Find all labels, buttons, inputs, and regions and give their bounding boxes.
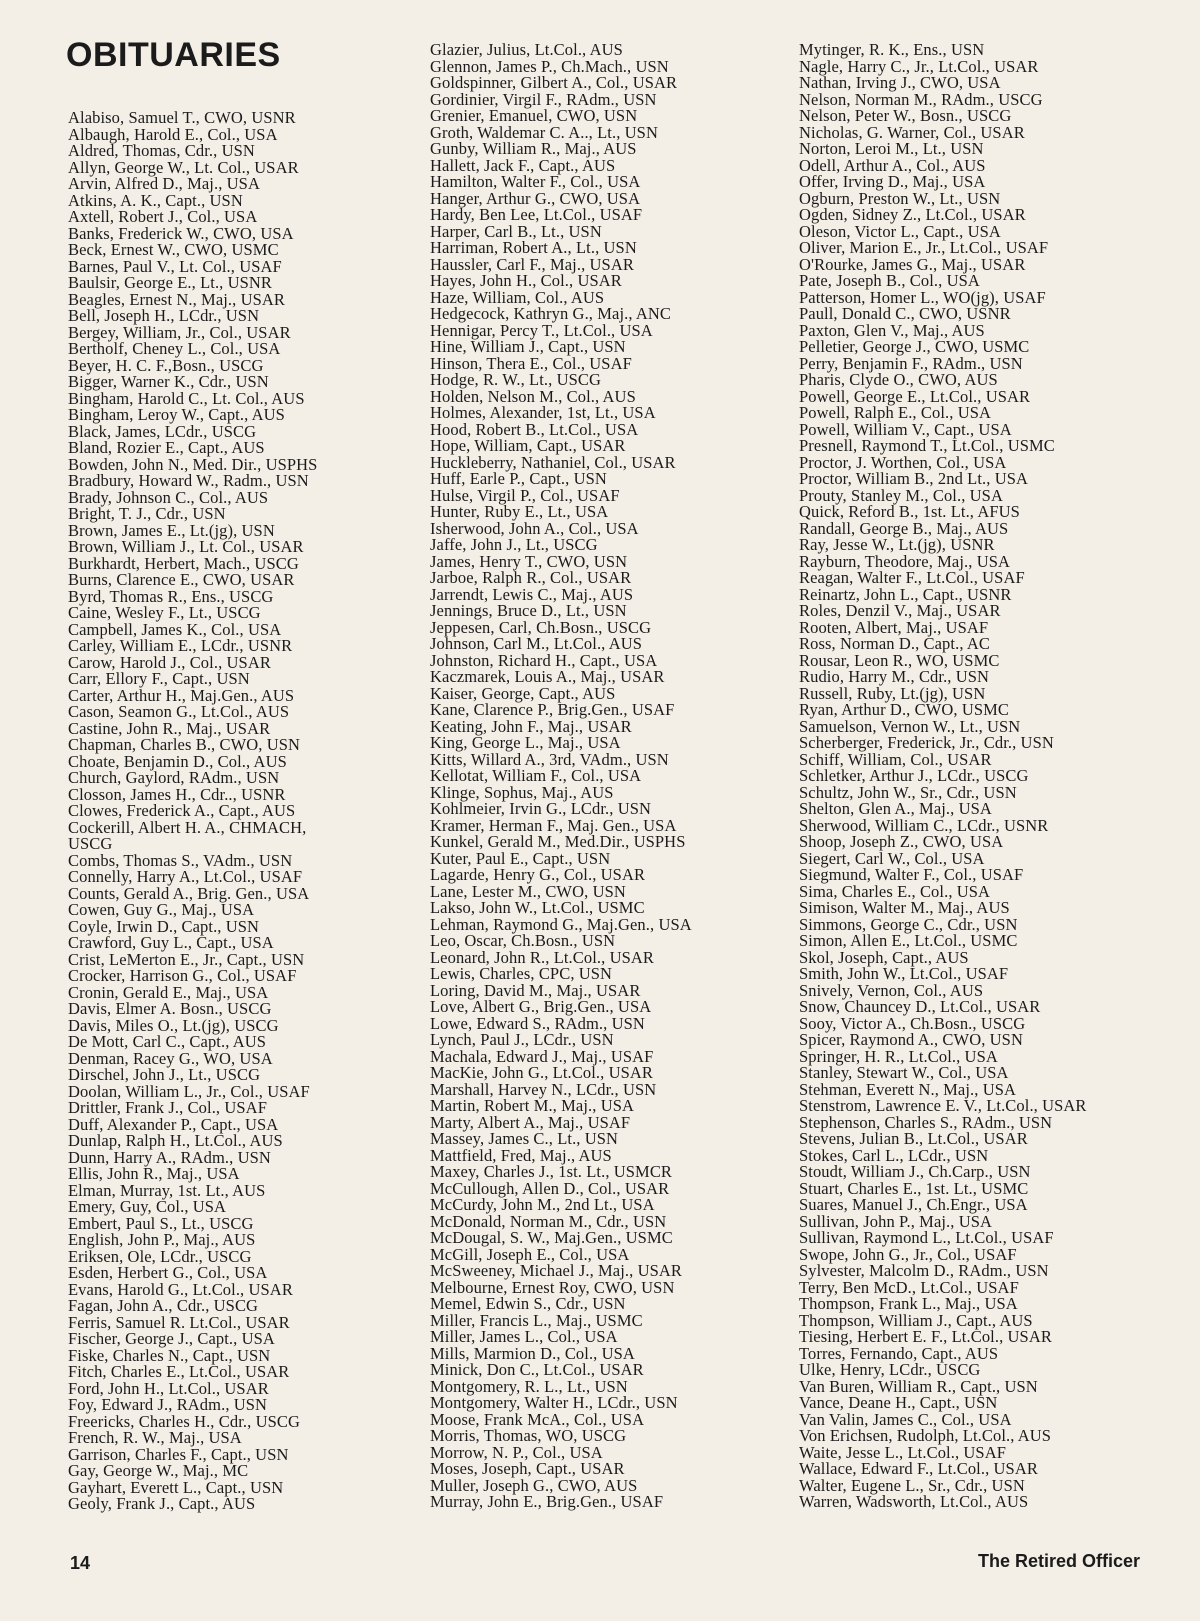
obituary-entry: Fagan, John A., Cdr., USCG	[68, 1296, 259, 1315]
obituary-entry: Powell, George E., Lt.Col., USAR	[799, 386, 1031, 406]
obituary-entry: O'Rourke, James G., Maj., USAR	[799, 254, 1026, 274]
obituary-entry: Ford, John H., Lt.Col., USAR	[68, 1378, 269, 1398]
obituary-entry: Grenier, Emanuel, CWO, USN	[430, 106, 638, 125]
obituary-entry: Patterson, Homer L., WO(jg), USAF	[799, 287, 1046, 307]
obituary-entry: Miller, Francis L., Maj., USMC	[430, 1310, 643, 1330]
obituary-entry: King, George L., Maj., USA	[430, 733, 621, 752]
obituary-entry: Mills, Marmion D., Col., USA	[430, 1343, 635, 1363]
obituary-entry: Beagles, Ernest N., Maj., USAR	[68, 289, 286, 309]
obituary-entry: Bowden, John N., Med. Dir., USPHS	[68, 454, 318, 474]
obituary-entry: Lewis, Charles, CPC, USN	[430, 964, 613, 983]
obituary-entry: Pelletier, George J., CWO, USMC	[799, 337, 1030, 356]
obituary-entry: Cronin, Gerald E., Maj., USA	[68, 982, 269, 1002]
obituary-entry: Nagle, Harry C., Jr., Lt.Col., USAR	[799, 56, 1039, 76]
obituary-entry: Norton, Leroi M., Lt., USN	[799, 139, 984, 158]
obituary-entry: Swope, John G., Jr., Col., USAF	[799, 1244, 1017, 1264]
obituary-entry: Ogburn, Preston W., Lt., USN	[799, 188, 1001, 208]
obituary-entry: Rayburn, Theodore, Maj., USA	[799, 551, 1011, 571]
obituary-entry: Bradbury, Howard W., Radm., USN	[68, 471, 309, 490]
obituary-entry: Samuelson, Vernon W., Lt., USN	[799, 716, 1021, 736]
obituary-entry: Hood, Robert B., Lt.Col., USA	[430, 419, 639, 439]
obituary-entry: Stoudt, William J., Ch.Carp., USN	[799, 1162, 1031, 1181]
obituary-entry: Hulse, Virgil P., Col., USAF	[430, 485, 620, 505]
obituary-entry: Banks, Frederick W., CWO, USA	[68, 223, 294, 243]
obituary-column-1	[68, 110, 317, 1513]
obituary-entry: Carr, Ellory F., Capt., USN	[68, 669, 250, 688]
obituary-entry: Burns, Clarence E., CWO, USAR	[68, 570, 295, 589]
obituary-entry: Sullivan, John P., Maj., USA	[799, 1211, 993, 1231]
obituary-entry: Reagan, Walter F., Lt.Col., USAF	[799, 568, 1025, 587]
obituary-entry: Hope, William, Capt., USAR	[430, 436, 626, 455]
obituary-entry: Jarrendt, Lewis C., Maj., AUS	[430, 584, 634, 604]
obituary-entry: Bingham, Harold C., Lt. Col., AUS	[68, 388, 305, 408]
obituary-entry: Smith, John W., Lt.Col., USAF	[799, 964, 1009, 983]
obituary-entry: Beyer, H. C. F.,Bosn., USCG	[68, 355, 264, 375]
obituary-entry: Haussler, Carl F., Maj., USAR	[430, 254, 634, 274]
obituary-entry: Stokes, Carl L., LCdr., USN	[799, 1145, 989, 1165]
obituary-entry: McDougal, S. W., Maj.Gen., USMC	[430, 1228, 673, 1247]
obituary-entry: Minick, Don C., Lt.Col., USAR	[430, 1360, 644, 1379]
obituary-entry: Coyle, Irwin D., Capt., USN	[68, 916, 260, 936]
obituary-entry: Kunkel, Gerald M., Med.Dir., USPHS	[430, 832, 686, 851]
obituary-entry: Bertholf, Cheney L., Col., USA	[68, 339, 281, 358]
obituary-entry: Siegmund, Walter F., Col., USAF	[799, 865, 1024, 884]
obituary-entry: Closson, James H., Cdr.., USNR	[68, 784, 286, 804]
obituary-column-2	[430, 42, 692, 1511]
obituary-entry: Campbell, James K., Col., USA	[68, 619, 282, 639]
obituary-entry: Ulke, Henry, LCdr., USCG	[799, 1360, 981, 1379]
obituary-entry: Freericks, Charles H., Cdr., USCG	[68, 1411, 300, 1431]
obituary-entry: Hennigar, Percy T., Lt.Col., USA	[430, 320, 653, 340]
obituary-entry: Dunlap, Ralph H., Lt.Col., AUS	[68, 1131, 283, 1150]
obituary-entry: Bright, T. J., Cdr., USN	[68, 504, 226, 523]
obituary-entry: Ross, Norman D., Capt., AC	[799, 634, 990, 653]
obituary-entry: Mattfield, Fred, Maj., AUS	[430, 1145, 612, 1165]
obituary-entry: Holden, Nelson M., Col., AUS	[430, 386, 636, 406]
obituary-entry: Paull, Donald C., CWO, USNR	[799, 304, 1011, 323]
obituary-entry: Love, Albert G., Brig.Gen., USA	[430, 997, 652, 1016]
obituary-entry: Massey, James C., Lt., USN	[430, 1129, 619, 1148]
obituary-entry: Stevens, Julian B., Lt.Col., USAR	[799, 1129, 1028, 1148]
obituary-entry: Oliver, Marion E., Jr., Lt.Col., USAF	[799, 238, 1049, 257]
obituary-entry: Kaczmarek, Louis A., Maj., USAR	[430, 667, 665, 686]
obituary-entry: Alabiso, Samuel T., CWO, USNR	[68, 108, 296, 127]
obituary-entry: Allyn, George W., Lt. Col., USAR	[68, 157, 299, 177]
obituary-entry: Scherberger, Frederick, Jr., Cdr., USN	[799, 733, 1054, 752]
obituary-entry: Ellis, John R., Maj., USA	[68, 1164, 240, 1183]
obituary-entry: Suares, Manuel J., Ch.Engr., USA	[799, 1195, 1028, 1214]
obituary-entry: Powell, William V., Capt., USA	[799, 419, 1012, 439]
obituary-entry: Barnes, Paul V., Lt. Col., USAF	[68, 256, 282, 276]
obituary-entry: Rudio, Harry M., Cdr., USN	[799, 667, 990, 686]
obituary-entry: Emery, Guy, Col., USA	[68, 1197, 227, 1216]
obituary-entry: Martin, Robert M., Maj., USA	[430, 1096, 634, 1115]
obituary-entry: Choate, Benjamin D., Col., AUS	[68, 751, 287, 771]
obituary-entry: Hunter, Ruby E., Lt., USA	[430, 502, 609, 521]
obituary-entry: Stehman, Everett N., Maj., USA	[799, 1079, 1017, 1099]
obituary-entry: Marshall, Harvey N., LCdr., USN	[430, 1079, 657, 1099]
obituary-entry: Thompson, William J., Capt., AUS	[799, 1310, 1033, 1330]
obituary-entry: Presnell, Raymond T., Lt.Col., USMC	[799, 436, 1055, 455]
obituary-entry: Bland, Rozier E., Capt., AUS	[68, 438, 265, 457]
obituary-entry: Beck, Ernest W., CWO, USMC	[68, 240, 279, 259]
obituary-entry: Caine, Wesley F., Lt., USCG	[68, 603, 261, 622]
obituary-entry: Drittler, Frank J., Col., USAF	[68, 1098, 267, 1117]
obituary-entry: Lynch, Paul J., LCdr., USN	[430, 1030, 614, 1049]
obituary-entry: Eriksen, Ole, LCdr., USCG	[68, 1246, 252, 1266]
obituary-entry: Stanley, Stewart W., Col., USA	[799, 1063, 1009, 1082]
obituary-entry: Tiesing, Herbert E. F., Lt.Col., USAR	[799, 1327, 1052, 1346]
obituary-entry: Snively, Vernon, Col., AUS	[799, 980, 984, 1000]
obituary-entry: Combs, Thomas S., VAdm., USN	[68, 850, 293, 870]
obituary-entry: Bigger, Warner K., Cdr., USN	[68, 372, 269, 391]
obituary-entry: Kramer, Herman F., Maj. Gen., USA	[430, 815, 677, 835]
obituary-entry: Carow, Harold J., Col., USAR	[68, 652, 271, 672]
obituary-entry: Odell, Arthur A., Col., AUS	[799, 155, 986, 175]
obituary-entry: Cockerill, Albert H. A., CHMACH,	[68, 817, 307, 837]
obituary-entry: Hallett, Jack F., Capt., AUS	[430, 155, 616, 175]
obituary-entry: Counts, Gerald A., Brig. Gen., USA	[68, 883, 310, 903]
obituary-entry: Dunn, Harry A., RAdm., USN	[68, 1147, 271, 1167]
obituary-entry: Kuter, Paul E., Capt., USN	[430, 848, 611, 868]
obituary-entry: Montgomery, Walter H., LCdr., USN	[430, 1393, 678, 1412]
obituary-entry: Nathan, Irving J., CWO, USA	[799, 73, 1001, 92]
obituary-entry: Schiff, William, Col., USAR	[799, 749, 992, 769]
obituary-entry: Quick, Reford B., 1st. Lt., AFUS	[799, 502, 1020, 521]
obituary-entry: Schultz, John W., Sr., Cdr., USN	[799, 782, 1017, 802]
obituary-entry: Proctor, William B., 2nd Lt., USA	[799, 469, 1028, 488]
publication-name: The Retired Officer	[977, 1551, 1140, 1571]
obituary-entry: Reinartz, John L., Capt., USNR	[799, 584, 1012, 604]
obituary-entry: Geoly, Frank J., Capt., AUS	[68, 1494, 256, 1513]
obituary-entry: Pharis, Clyde O., CWO, AUS	[799, 370, 998, 389]
obituary-entry: Springer, H. R., Lt.Col., USA	[799, 1046, 998, 1066]
obituary-entry: Clowes, Frederick A., Capt., AUS	[68, 801, 296, 820]
obituary-entry: Melbourne, Ernest Roy, CWO, USN	[430, 1277, 675, 1297]
obituary-entry: Keating, John F., Maj., USAR	[430, 716, 632, 736]
obituary-entry: Castine, John R., Maj., USAR	[68, 718, 271, 738]
obituary-entry: Hanger, Arthur G., CWO, USA	[430, 188, 641, 208]
obituary-entry: Prouty, Stanley M., Col., USA	[799, 485, 1003, 505]
obituary-entry: Russell, Ruby, Lt.(jg), USN	[799, 683, 986, 703]
obituary-entry: Powell, Ralph E., Col., USA	[799, 403, 991, 422]
obituary-entry: Hardy, Ben Lee, Lt.Col., USAF	[430, 205, 643, 224]
obituary-entry: Harriman, Robert A., Lt., USN	[430, 238, 637, 257]
obituary-entry: Ryan, Arthur D., CWO, USMC	[799, 700, 1010, 719]
obituary-entry: Embert, Paul S., Lt., USCG	[68, 1213, 254, 1233]
obituary-entry: USCG	[68, 834, 113, 853]
obituary-entry: MacKie, John G., Lt.Col., USAR	[430, 1063, 653, 1082]
obituary-entry: Byrd, Thomas R., Ens., USCG	[68, 586, 274, 606]
obituary-entry: James, Henry T., CWO, USN	[430, 551, 628, 571]
obituary-entry: Nelson, Peter W., Bosn., USCG	[799, 106, 1012, 125]
obituary-entry: Lagarde, Henry G., Col., USAR	[430, 865, 646, 884]
obituary-entry: Aldred, Thomas, Cdr., USN	[68, 141, 255, 160]
obituary-entry: Kellotat, William F., Col., USA	[430, 766, 642, 785]
obituary-entry: Vance, Deane H., Capt., USN	[799, 1393, 998, 1412]
obituary-entry: Lane, Lester M., CWO, USN	[430, 881, 626, 901]
obituary-entry: McCullough, Allen D., Col., USAR	[430, 1178, 670, 1198]
obituary-entry: Lowe, Edward S., RAdm., USN	[430, 1013, 645, 1033]
obituary-entry: Jennings, Bruce D., Lt., USN	[430, 601, 627, 620]
obituary-entry: Bingham, Leroy W., Capt., AUS	[68, 405, 285, 424]
obituary-entry: Loring, David M., Maj., USAR	[430, 980, 641, 1000]
obituary-entry: Crawford, Guy L., Capt., USA	[68, 933, 274, 952]
obituary-entry: Machala, Edward J., Maj., USAF	[430, 1046, 654, 1066]
obituary-entry: Huff, Earle P., Capt., USN	[430, 469, 607, 488]
obituary-entry: Jaffe, John J., Lt., USCG	[430, 535, 598, 554]
obituary-entry: Gunby, William R., Maj., AUS	[430, 139, 637, 158]
obituary-entry: Atkins, A. K., Capt., USN	[68, 190, 243, 210]
obituary-entry: McSweeney, Michael J., Maj., USAR	[430, 1261, 682, 1280]
obituary-entry: Shoop, Joseph Z., CWO, USA	[799, 832, 1004, 851]
obituary-entry: Crocker, Harrison G., Col., USAF	[68, 966, 297, 985]
obituary-entry: Muller, Joseph G., CWO, AUS	[430, 1475, 638, 1495]
obituary-entry: Perry, Benjamin F., RAdm., USN	[799, 353, 1023, 373]
obituary-entry: Gay, George W., Maj., MC	[68, 1461, 249, 1480]
obituary-entry: Morris, Thomas, WO, USCG	[430, 1426, 627, 1445]
obituary-entry: Johnson, Carl M., Lt.Col., AUS	[430, 634, 643, 653]
obituary-entry: Leonard, John R., Lt.Col., USAR	[430, 947, 655, 967]
obituary-entry: Van Buren, William R., Capt., USN	[799, 1376, 1038, 1396]
obituary-entry: Warren, Wadsworth, Lt.Col., AUS	[799, 1492, 1029, 1511]
obituary-entry: De Mott, Carl C., Capt., AUS	[68, 1032, 267, 1051]
obituary-entry: Lakso, John W., Lt.Col., USMC	[430, 898, 645, 917]
obituary-entry: Ogden, Sidney Z., Lt.Col., USAR	[799, 205, 1026, 224]
obituary-entry: Offer, Irving D., Maj., USA	[799, 172, 986, 191]
obituary-entry: Walter, Eugene L., Sr., Cdr., USN	[799, 1475, 1025, 1495]
obituary-entry: Terry, Ben McD., Lt.Col., USAF	[799, 1277, 1019, 1297]
obituary-entry: Sullivan, Raymond L., Lt.Col., USAF	[799, 1228, 1054, 1247]
obituary-entry: English, John P., Maj., AUS	[68, 1230, 256, 1249]
obituary-entry: Montgomery, R. L., Lt., USN	[430, 1376, 628, 1396]
obituary-entry: Isherwood, John A., Col., USA	[430, 518, 639, 538]
obituary-entry: Lehman, Raymond G., Maj.Gen., USA	[430, 914, 692, 934]
obituary-entry: Bell, Joseph H., LCdr., USN	[68, 306, 260, 325]
obituary-entry: Brown, James E., Lt.(jg), USN	[68, 520, 275, 540]
obituary-entry: Glazier, Julius, Lt.Col., AUS	[430, 40, 623, 59]
obituary-entry: Simison, Walter M., Maj., AUS	[799, 898, 1010, 917]
obituary-entry: Sherwood, William C., LCdr., USNR	[799, 815, 1049, 835]
obituary-entry: Cowen, Guy G., Maj., USA	[68, 900, 255, 919]
obituary-entry: Rooten, Albert, Maj., USAF	[799, 617, 989, 637]
obituary-entry: Baulsir, George E., Lt., USNR	[68, 273, 273, 292]
obituary-entry: Kaiser, George, Capt., AUS	[430, 683, 616, 703]
obituary-entry: Waite, Jesse L., Lt.Col., USAF	[799, 1442, 1006, 1462]
obituary-entry: Leo, Oscar, Ch.Bosn., USN	[430, 931, 616, 950]
obituary-entry: Holmes, Alexander, 1st, Lt., USA	[430, 403, 656, 422]
obituary-entry: Davis, Elmer A. Bosn., USCG	[68, 999, 272, 1018]
obituary-entry: Hamilton, Walter F., Col., USA	[430, 172, 641, 191]
obituary-entry: Snow, Chauncey D., Lt.Col., USAR	[799, 997, 1041, 1016]
obituary-entry: Maxey, Charles J., 1st. Lt., USMCR	[430, 1162, 673, 1181]
obituary-entry: Burkhardt, Herbert, Mach., USCG	[68, 553, 299, 573]
obituary-entry: Klinge, Sophus, Maj., AUS	[430, 782, 614, 802]
obituary-entry: Evans, Harold G., Lt.Col., USAR	[68, 1279, 293, 1299]
obituary-entry: Axtell, Robert J., Col., USA	[68, 207, 258, 226]
obituary-entry: Davis, Miles O., Lt.(jg), USCG	[68, 1015, 279, 1035]
obituary-entry: Pate, Joseph B., Col., USA	[799, 271, 980, 290]
obituary-entry: Nicholas, G. Warner, Col., USAR	[799, 122, 1025, 142]
obituary-entry: Hine, William J., Capt., USN	[430, 337, 626, 356]
obituary-entry: Carley, William E., LCdr., USNR	[68, 636, 293, 655]
obituary-entry: Miller, James L., Col., USA	[430, 1327, 618, 1346]
obituary-entry: Siegert, Carl W., Col., USA	[799, 848, 985, 868]
obituary-entry: Ray, Jesse W., Lt.(jg), USNR	[799, 535, 995, 554]
obituary-entry: Church, Gaylord, RAdm., USN	[68, 768, 280, 787]
obituary-entry: McCurdy, John M., 2nd Lt., USA	[430, 1195, 655, 1214]
obituary-entry: Mytinger, R. K., Ens., USN	[799, 40, 985, 59]
obituary-entry: Hedgecock, Kathryn G., Maj., ANC	[430, 304, 672, 323]
obituary-entry: Jarboe, Ralph R., Col., USAR	[430, 568, 632, 587]
page-title: OBITUARIES	[66, 36, 281, 74]
obituary-entry: Fiske, Charles N., Capt., USN	[68, 1345, 271, 1365]
obituary-entry: Kitts, Willard A., 3rd, VAdm., USN	[430, 749, 669, 769]
obituary-entry: Denman, Racey G., WO, USA	[68, 1048, 273, 1068]
obituary-entry: Esden, Herbert G., Col., USA	[68, 1263, 268, 1282]
obituary-entry: Sima, Charles E., Col., USA	[799, 881, 991, 901]
obituary-entry: Johnston, Richard H., Capt., USA	[430, 650, 658, 670]
obituary-entry: Huckleberry, Nathaniel, Col., USAR	[430, 452, 676, 472]
obituary-entry: Harper, Carl B., Lt., USN	[430, 221, 602, 241]
obituary-entry: Moses, Joseph, Capt., USAR	[430, 1459, 625, 1478]
obituary-column-3	[799, 42, 1087, 1511]
obituary-entry: McGill, Joseph E., Col., USA	[430, 1244, 630, 1264]
obituary-entry: Roles, Denzil V., Maj., USAR	[799, 601, 1001, 620]
obituary-entry: Bergey, William, Jr., Col., USAR	[68, 322, 291, 342]
obituary-entry: Shelton, Glen A., Maj., USA	[799, 799, 992, 818]
obituary-entry: Hinson, Thera E., Col., USAF	[430, 353, 632, 373]
obituary-entry: Connelly, Harry A., Lt.Col., USAF	[68, 867, 303, 886]
obituary-entry: Goldspinner, Gilbert A., Col., USAR	[430, 73, 678, 92]
obituary-entry: Sooy, Victor A., Ch.Bosn., USCG	[799, 1013, 1026, 1033]
obituary-entry: Stenstrom, Lawrence E. V., Lt.Col., USAR	[799, 1096, 1087, 1115]
obituary-entry: Proctor, J. Worthen, Col., USA	[799, 452, 1007, 472]
obituary-entry: Skol, Joseph, Capt., AUS	[799, 947, 969, 967]
obituary-entry: Doolan, William L., Jr., Col., USAF	[68, 1081, 310, 1101]
obituary-entry: Moose, Frank McA., Col., USA	[430, 1409, 645, 1429]
obituary-entry: Hodge, R. W., Lt., USCG	[430, 370, 601, 389]
obituary-entry: Nelson, Norman M., RAdm., USCG	[799, 89, 1043, 109]
obituary-entry: Stephenson, Charles S., RAdm., USN	[799, 1112, 1053, 1132]
obituary-entry: Arvin, Alfred D., Maj., USA	[68, 174, 260, 193]
obituary-entry: Hayes, John H., Col., USAR	[430, 271, 622, 290]
obituary-entry: French, R. W., Maj., USA	[68, 1428, 242, 1447]
obituary-entry: Groth, Waldemar C. A.., Lt., USN	[430, 122, 658, 142]
obituary-entry: Cason, Seamon G., Lt.Col., AUS	[68, 702, 290, 721]
obituary-entry: Van Valin, James C., Col., USA	[799, 1409, 1012, 1429]
obituary-entry: Albaugh, Harold E., Col., USA	[68, 124, 278, 144]
obituary-entry: Simmons, George C., Cdr., USN	[799, 914, 1018, 934]
obituary-entry: Ferris, Samuel R. Lt.Col., USAR	[68, 1312, 290, 1332]
obituary-entry: Fitch, Charles E., Lt.Col., USAR	[68, 1362, 290, 1381]
obituary-entry: Spicer, Raymond A., CWO, USN	[799, 1030, 1023, 1049]
obituary-entry: Glennon, James P., Ch.Mach., USN	[430, 56, 669, 76]
obituary-entry: Torres, Fernando, Capt., AUS	[799, 1343, 999, 1363]
obituary-entry: Marty, Albert A., Maj., USAF	[430, 1112, 631, 1132]
obituary-entry: Brady, Johnson C., Col., AUS	[68, 487, 269, 507]
obituary-entry: Paxton, Glen V., Maj., AUS	[799, 320, 985, 340]
obituary-entry: Wallace, Edward F., Lt.Col., USAR	[799, 1459, 1038, 1478]
obituary-entry: Fischer, George J., Capt., USA	[68, 1329, 275, 1348]
obituary-entry: Brown, William J., Lt. Col., USAR	[68, 537, 304, 556]
obituary-entry: Kane, Clarence P., Brig.Gen., USAF	[430, 700, 675, 719]
obituary-entry: Haze, William, Col., AUS	[430, 287, 605, 307]
obituary-entry: Gayhart, Everett L., Capt., USN	[68, 1477, 284, 1497]
obituary-entry: Crist, LeMerton E., Jr., Capt., USN	[68, 949, 305, 969]
obituary-entry: Carter, Arthur H., Maj.Gen., AUS	[68, 685, 295, 705]
obituary-entry: Gordinier, Virgil F., RAdm., USN	[430, 89, 657, 109]
obituary-entry: Von Erichsen, Rudolph, Lt.Col., AUS	[799, 1426, 1052, 1445]
obituary-entry: Schletker, Arthur J., LCdr., USCG	[799, 766, 1029, 785]
obituary-entry: Jeppesen, Carl, Ch.Bosn., USCG	[430, 617, 652, 637]
obituary-entry: Black, James, LCdr., USCG	[68, 421, 257, 441]
obituary-entry: Kohlmeier, Irvin G., LCdr., USN	[430, 799, 652, 818]
obituary-entry: Garrison, Charles F., Capt., USN	[68, 1444, 289, 1464]
obituary-entry: Dirschel, John J., Lt., USCG	[68, 1065, 261, 1084]
obituary-entry: Randall, George B., Maj., AUS	[799, 518, 1009, 538]
obituary-entry: Elman, Murray, 1st. Lt., AUS	[68, 1180, 266, 1200]
obituary-entry: Rousar, Leon R., WO, USMC	[799, 650, 1000, 670]
obituary-entry: Foy, Edward J., RAdm., USN	[68, 1395, 268, 1414]
obituary-entry: Oleson, Victor L., Capt., USA	[799, 221, 1001, 241]
obituary-entry: Thompson, Frank L., Maj., USA	[799, 1294, 1018, 1313]
obituary-entry: Memel, Edwin S., Cdr., USN	[430, 1294, 626, 1313]
page-number: 14	[70, 1553, 91, 1573]
obituary-entry: McDonald, Norman M., Cdr., USN	[430, 1211, 667, 1231]
obituary-entry: Simon, Allen E., Lt.Col., USMC	[799, 931, 1018, 950]
obituary-entry: Morrow, N. P., Col., USA	[430, 1442, 603, 1462]
obituary-entry: Chapman, Charles B., CWO, USN	[68, 735, 301, 754]
obituary-entry: Duff, Alexander P., Capt., USA	[68, 1114, 279, 1134]
obituary-entry: Sylvester, Malcolm D., RAdm., USN	[799, 1261, 1049, 1280]
obituary-entry: Stuart, Charles E., 1st. Lt., USMC	[799, 1178, 1029, 1198]
obituary-entry: Murray, John E., Brig.Gen., USAF	[430, 1492, 664, 1511]
